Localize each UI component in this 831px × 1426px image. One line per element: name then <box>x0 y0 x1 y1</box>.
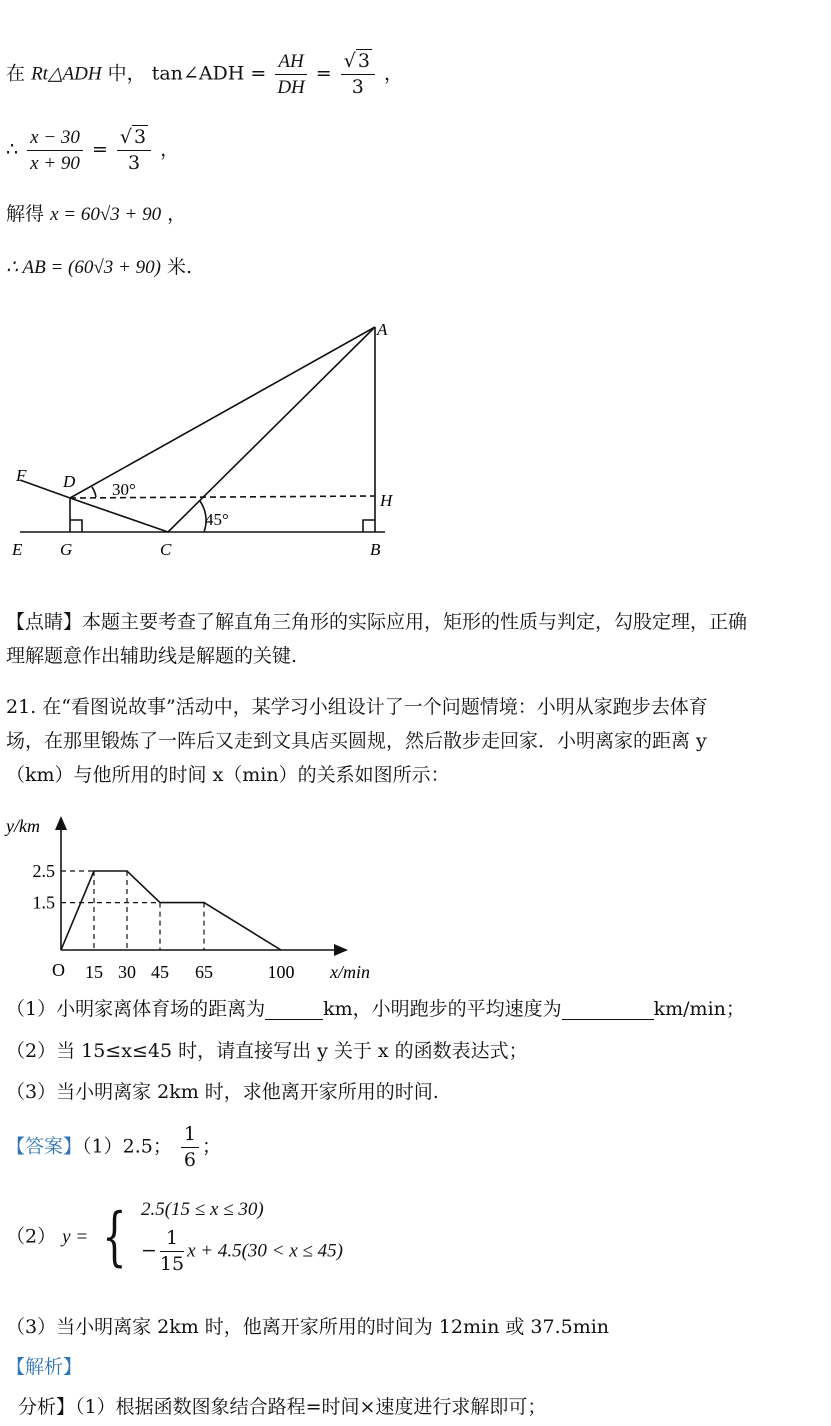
case-2-rest: x + 4.5(30 < x ≤ 45) <box>187 1240 343 1262</box>
answer-tag: 【答案】 <box>6 1135 83 1158</box>
analysis-tag <box>6 1358 82 1377</box>
x-tick-65: 65 <box>195 962 213 982</box>
denominator: 6 <box>183 1149 196 1171</box>
solution-line-1: 在 Rt△ADH 中， tan∠ADH = $\frac{AH}{DH}$ = $\frac{√ 3}{3}$ ， <box>6 50 403 98</box>
text: ， <box>167 203 187 225</box>
distance-time-chart <box>0 810 400 990</box>
radicand: 3 <box>357 50 370 72</box>
denominator: 15 <box>159 1253 185 1275</box>
label-b: B <box>370 540 381 559</box>
fraction-sqrt3-3 <box>341 52 375 97</box>
x-tick-100: 100 <box>267 962 295 982</box>
text: ， <box>160 138 180 161</box>
angle-label-45: 45° <box>205 510 229 529</box>
line-dc <box>70 498 168 532</box>
x-tick-45: 45 <box>151 962 169 982</box>
origin-label: O <box>52 960 65 980</box>
math-tan: tan∠ADH = <box>151 62 267 85</box>
answer-line-1 <box>6 1125 221 1170</box>
denominator: DH <box>277 77 305 98</box>
numerator: 1 <box>181 1125 199 1148</box>
sign: − <box>140 1239 157 1262</box>
sub-question-2 <box>6 1042 528 1061</box>
text: ， <box>383 62 403 85</box>
solution-line-3 <box>6 205 186 224</box>
math-triangle: Rt△ADH <box>31 63 102 85</box>
sub-question-3 <box>6 1083 439 1102</box>
math-y: y = <box>62 1226 89 1248</box>
y-axis-arrow <box>55 816 67 830</box>
question-paragraph <box>6 690 826 792</box>
angle-arc-30 <box>92 487 96 497</box>
math-expr: ∴ AB = (60√3 + 90) <box>6 257 161 278</box>
piecewise-cases <box>141 1200 343 1274</box>
label-g: G <box>60 540 73 559</box>
comment-paragraph <box>6 605 826 673</box>
y-tick-1.5: 1.5 <box>32 892 55 913</box>
text: （3）当小明离家 2km 时，他离开家所用的时间为 12min 或 37.5min <box>6 1316 610 1338</box>
right-angle-b <box>363 520 375 532</box>
geometry-diagram <box>0 315 420 565</box>
answer-line-2 <box>6 1200 343 1274</box>
radicand: 3 <box>134 126 147 148</box>
line-ca <box>168 327 375 532</box>
text: （2）当 15≤x≤45 时，请直接写出 y 关于 x 的函数表达式； <box>6 1040 528 1062</box>
sub-question-1 <box>6 1000 745 1020</box>
question-text: （km）与他所用的时间 x（min）的关系如图所示： <box>6 764 450 786</box>
text: 在 <box>6 62 26 85</box>
comment-text: 本题主要考查了解直角三角形的实际应用，矩形的性质与判定，勾股定理，正确 <box>82 611 748 633</box>
therefore-symbol: ∴ <box>6 138 19 161</box>
y-axis-label: y/km <box>6 816 40 836</box>
text: （1）小明家离体育场的距离为 <box>6 998 266 1020</box>
x-tick-30: 30 <box>118 962 136 982</box>
fraction-1-15 <box>160 1229 184 1274</box>
brace: { <box>102 1200 127 1274</box>
case-2 <box>141 1229 343 1274</box>
label-d: D <box>63 472 76 491</box>
numerator: x − 30 <box>27 128 83 151</box>
label-a: A <box>377 320 388 339</box>
text: 中， <box>107 62 146 85</box>
denominator: x + 90 <box>30 153 80 174</box>
blank <box>562 1000 654 1020</box>
fraction-ah-dh <box>275 52 306 97</box>
text: km/min； <box>653 998 745 1020</box>
question-number: 21. <box>6 696 37 718</box>
text: （2） <box>6 1225 57 1248</box>
fraction-sqrt3-3b <box>117 128 151 173</box>
x-axis-label: x/min <box>330 962 370 982</box>
numerator: √ 3 <box>341 52 375 75</box>
x-tick-15: 15 <box>85 962 103 982</box>
question-text: 场，在那里锻炼了一阵后又走到文具店买圆规，然后散步走回家．小明离家的距离 y <box>6 730 707 752</box>
text: 解得 <box>6 203 45 225</box>
numerator: √ 3 <box>117 128 151 151</box>
denominator: 3 <box>127 152 141 174</box>
numerator: AH <box>275 52 306 75</box>
y-tick-2.5: 2.5 <box>32 861 55 881</box>
math-expr: x = 60√3 + 90 <box>50 204 162 225</box>
analysis-tag-text: 【解析】 <box>6 1356 83 1378</box>
text: 米. <box>166 256 193 278</box>
fraction-x <box>27 128 83 173</box>
comment-tag: 【点睛】 <box>6 611 83 633</box>
analysis-line <box>18 1398 546 1417</box>
case-1: 2.5(15 ≤ x ≤ 30) <box>140 1199 264 1220</box>
blank <box>265 1000 323 1020</box>
label-c: C <box>160 540 172 559</box>
label-h: H <box>380 491 393 510</box>
numerator: 1 <box>160 1229 184 1252</box>
line-da <box>70 327 375 498</box>
text: km，小明跑步的平均速度为 <box>323 998 562 1020</box>
text: 分析】（1）根据函数图象结合路程=时间×速度进行求解即可； <box>18 1396 547 1418</box>
solution-line-4 <box>6 258 192 277</box>
question-text: 在“看图说故事”活动中，某学习小组设计了一个问题情境：小明从家跑步去体育 <box>42 696 708 718</box>
answer-line-3 <box>6 1318 609 1337</box>
label-e: E <box>12 540 23 559</box>
label-f: F <box>16 466 27 485</box>
denominator: 3 <box>351 76 364 98</box>
right-angle-g <box>70 520 82 532</box>
text: （1）2.5； <box>82 1135 172 1158</box>
fraction-1-6 <box>181 1125 199 1170</box>
text: ； <box>201 1135 221 1158</box>
angle-label-30: 30° <box>112 480 136 499</box>
comment-text: 理解题意作出辅助线是解题的关键. <box>6 645 298 667</box>
x-axis-arrow <box>334 944 348 956</box>
text: （3）当小明离家 2km 时，求他离开家所用的时间. <box>6 1081 439 1103</box>
solution-line-2: ∴ $\frac{x - 30}{x + 90}$ = $\frac{√ 3}{3}$ ， <box>6 126 180 174</box>
